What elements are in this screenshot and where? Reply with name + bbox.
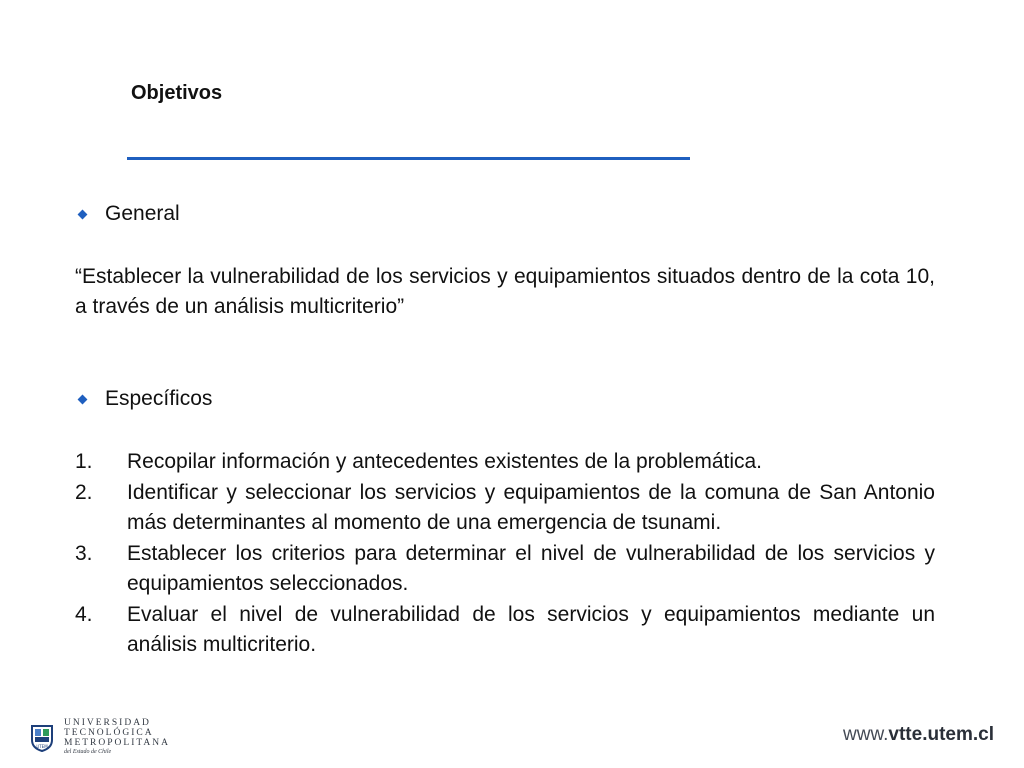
list-item-number: 3. [75, 541, 93, 565]
list-item-number: 4. [75, 602, 93, 626]
specific-objectives-list [75, 447, 935, 661]
diamond-bullet-icon [78, 209, 88, 219]
list-item-text: Identificar y seleccionar los servicios y equipamientos de la comuna de San Antonio más determinantes al momento de una emergencia de tsunami. [127, 480, 935, 534]
general-objective-text: “Establecer la vulnerabilidad de los servicios y equipamientos situados dentro de la cota 10, a través de un análisis multicriterio” [75, 265, 935, 318]
list-item [75, 447, 935, 478]
logo-line-4: del Estado de Chile [64, 749, 112, 755]
especificos-heading [76, 387, 212, 411]
list-item [75, 478, 935, 539]
utem-shield-icon [30, 724, 54, 752]
university-logo [30, 718, 170, 757]
list-item-text: Establecer los criterios para determinar el nivel de vulnerabilidad de los servicios y equipamientos seleccionados. [127, 541, 935, 595]
svg-text:UTEM: UTEM [36, 743, 48, 749]
footer-website-link[interactable] [843, 724, 994, 746]
logo-line-3: METROPOLITANA [64, 738, 170, 748]
logo-line-2: TECNOLÓGICA [64, 728, 154, 738]
list-item [75, 539, 935, 600]
title-underline [127, 157, 690, 160]
list-item-number: 1. [75, 450, 93, 473]
logo-line-1: UNIVERSIDAD [64, 718, 151, 728]
url-prefix: www. [843, 724, 889, 745]
general-heading-label: General [105, 202, 180, 225]
diamond-bullet-icon [78, 394, 88, 404]
list-item [75, 600, 935, 661]
url-domain: vtte.utem.cl [888, 724, 994, 745]
list-item-text: Evaluar el nivel de vulnerabilidad de los servicios y equipamientos mediante un análisis multicriterio. [127, 602, 935, 656]
list-item-text: Recopilar información y antecedentes existentes de la problemática. [127, 450, 763, 473]
especificos-heading-label: Específicos [105, 387, 213, 410]
list-item-number: 2. [75, 480, 93, 504]
logo-wordmark [64, 718, 170, 757]
slide-title: Objetivos [131, 82, 223, 104]
general-heading [76, 202, 180, 226]
